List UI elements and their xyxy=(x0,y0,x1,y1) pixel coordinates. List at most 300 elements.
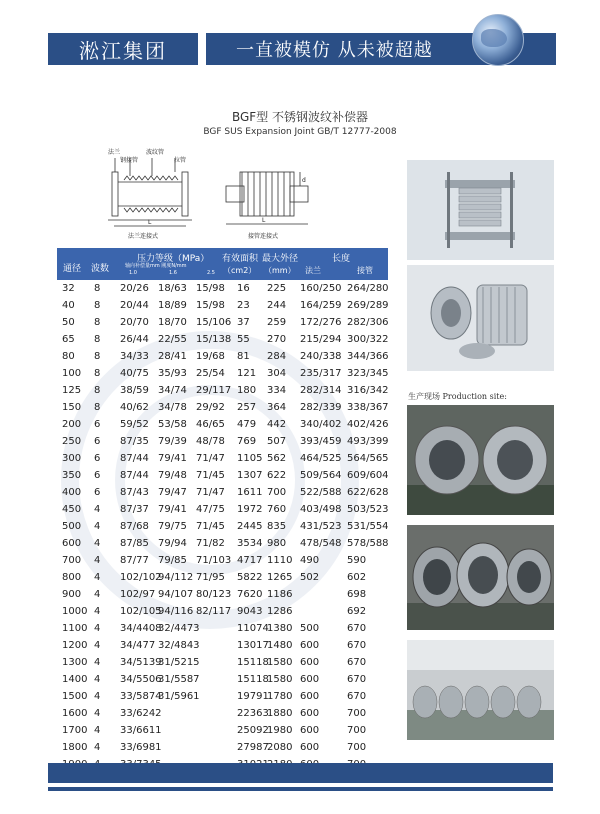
table-cell: 94/112 xyxy=(158,572,194,583)
table-cell: 700 xyxy=(347,725,367,736)
table-cell: 4 xyxy=(94,674,101,685)
table-cell: 8 xyxy=(94,385,101,396)
table-cell: 670 xyxy=(347,640,367,651)
table-cell: 80/123 xyxy=(196,589,232,600)
header-dn: 通径 xyxy=(63,264,82,274)
table-cell: 1480 xyxy=(267,640,293,651)
table-cell: 1110 xyxy=(267,555,293,566)
table-cell: 15/98 xyxy=(196,283,225,294)
table-row xyxy=(62,555,392,572)
table-row xyxy=(62,606,392,623)
table-cell: 340/402 xyxy=(300,419,342,430)
company-name: 淞江集团 xyxy=(79,38,167,63)
table-cell: 1307 xyxy=(237,470,263,481)
table-cell: 13017 xyxy=(237,640,269,651)
table-cell: 1265 xyxy=(267,572,293,583)
diagram-label-tie-rod: 拉管 xyxy=(174,157,187,164)
table-cell: 9043 xyxy=(237,606,263,617)
table-cell: 1972 xyxy=(237,504,263,515)
table-cell: 7620 xyxy=(237,589,263,600)
table-row xyxy=(62,674,392,691)
table-cell: 15/106 xyxy=(196,317,232,328)
header-od: 最大外径 xyxy=(262,254,299,264)
table-cell: 87/77 xyxy=(120,555,149,566)
globe-logo-icon xyxy=(472,14,524,66)
table-cell: 1580 xyxy=(267,657,293,668)
table-cell: 1200 xyxy=(62,640,88,651)
table-cell: 670 xyxy=(347,691,367,702)
table-cell: 31/5961 xyxy=(158,691,200,702)
table-cell: 125 xyxy=(62,385,82,396)
table-cell: 26/44 xyxy=(120,334,149,345)
table-cell: 2080 xyxy=(267,742,293,753)
technical-diagram xyxy=(100,142,320,242)
table-cell: 980 xyxy=(267,538,287,549)
table-cell: 102/102 xyxy=(120,572,162,583)
table-cell: 87/68 xyxy=(120,521,149,532)
table-cell: 4 xyxy=(94,725,101,736)
table-row xyxy=(62,487,392,504)
table-cell: 50 xyxy=(62,317,75,328)
table-cell: 5822 xyxy=(237,572,263,583)
table-cell: 71/45 xyxy=(196,470,225,481)
table-cell: 81 xyxy=(237,351,250,362)
table-cell: 71/45 xyxy=(196,521,225,532)
table-cell: 1400 xyxy=(62,674,88,685)
table-cell: 15/138 xyxy=(196,334,232,345)
table-cell: 40/75 xyxy=(120,368,149,379)
table-cell: 71/47 xyxy=(196,453,225,464)
table-cell: 364 xyxy=(267,402,287,413)
table-cell: 215/294 xyxy=(300,334,342,345)
table-cell: 1000 xyxy=(62,606,88,617)
table-row xyxy=(62,368,392,385)
table-cell: 15118 xyxy=(237,674,269,685)
table-cell: 22/55 xyxy=(158,334,187,345)
table-cell: 282/314 xyxy=(300,385,342,396)
table-cell: 323/345 xyxy=(347,368,389,379)
table-cell: 34/33 xyxy=(120,351,149,362)
table-cell: 87/44 xyxy=(120,470,149,481)
table-cell: 300/322 xyxy=(347,334,389,345)
diagram-label-flange: 法兰 xyxy=(108,149,121,156)
table-cell: 6 xyxy=(94,453,101,464)
table-cell: 79/94 xyxy=(158,538,187,549)
table-cell: 1580 xyxy=(267,674,293,685)
table-cell: 502 xyxy=(300,572,320,583)
diagram-label-steel-pipe: 钢接管 xyxy=(120,157,139,164)
table-cell: 27987 xyxy=(237,742,269,753)
table-cell: 4 xyxy=(94,691,101,702)
table-cell: 1600 xyxy=(62,708,88,719)
table-cell: 28/41 xyxy=(158,351,187,362)
table-row xyxy=(62,657,392,674)
table-cell: 87/35 xyxy=(120,436,149,447)
diagram-label-bellows: 波纹管 xyxy=(146,149,165,156)
table-cell: 6 xyxy=(94,470,101,481)
table-cell: 20/44 xyxy=(120,300,149,311)
table-cell: 33/6611 xyxy=(120,725,162,736)
product-photo-1 xyxy=(407,160,554,260)
table-cell: 600 xyxy=(300,674,320,685)
table-cell: 4 xyxy=(94,504,101,515)
table-row xyxy=(62,538,392,555)
table-cell: 15118 xyxy=(237,657,269,668)
table-cell: 48/78 xyxy=(196,436,225,447)
table-cell: 1800 xyxy=(62,742,88,753)
table-cell: 1105 xyxy=(237,453,263,464)
table-cell: 700 xyxy=(267,487,287,498)
table-cell: 121 xyxy=(237,368,257,379)
table-cell: 600 xyxy=(300,640,320,651)
table-cell: 4 xyxy=(94,623,101,634)
table-row xyxy=(62,504,392,521)
table-cell: 1611 xyxy=(237,487,263,498)
table-cell: 602 xyxy=(347,572,367,583)
table-cell: 609/604 xyxy=(347,470,389,481)
table-cell: 34/78 xyxy=(158,402,187,413)
table-cell: 34/4408 xyxy=(120,623,162,634)
table-cell: 270 xyxy=(267,334,287,345)
table-cell: 1380 xyxy=(267,623,293,634)
header-pressure-1: 1.0 xyxy=(129,270,137,276)
table-cell: 600 xyxy=(62,538,82,549)
table-cell: 22363 xyxy=(237,708,269,719)
diagram-dim-d: d xyxy=(302,177,306,184)
table-cell: 578/588 xyxy=(347,538,389,549)
table-row xyxy=(62,623,392,640)
table-cell: 509/564 xyxy=(300,470,342,481)
table-row xyxy=(62,725,392,742)
table-cell: 38/59 xyxy=(120,385,149,396)
table-cell: 562 xyxy=(267,453,287,464)
table-cell: 8 xyxy=(94,402,101,413)
table-row xyxy=(62,589,392,606)
table-cell: 47/75 xyxy=(196,504,225,515)
table-cell: 80 xyxy=(62,351,75,362)
diagram-dim-l-left: L xyxy=(148,219,152,226)
table-cell: 11074 xyxy=(237,623,269,634)
table-cell: 344/366 xyxy=(347,351,389,362)
table-cell: 257 xyxy=(237,402,257,413)
table-cell: 31/5215 xyxy=(158,657,200,668)
table-cell: 19791 xyxy=(237,691,269,702)
table-row xyxy=(62,453,392,470)
table-cell: 32 xyxy=(62,283,75,294)
table-row xyxy=(62,470,392,487)
table-row xyxy=(62,572,392,589)
header-od-unit: （mm） xyxy=(264,266,296,275)
table-header xyxy=(57,248,388,280)
table-cell: 23 xyxy=(237,300,250,311)
table-cell: 769 xyxy=(237,436,257,447)
product-photo-2 xyxy=(407,265,554,371)
table-cell: 531/554 xyxy=(347,521,389,532)
table-cell: 79/41 xyxy=(158,453,187,464)
table-cell: 4 xyxy=(94,657,101,668)
table-cell: 4 xyxy=(94,742,101,753)
table-cell: 34/477 xyxy=(120,640,156,651)
table-cell: 900 xyxy=(62,589,82,600)
product-subtitle: BGF SUS Expansion Joint GB/T 12777-2008 xyxy=(203,127,397,137)
table-cell: 304 xyxy=(267,368,287,379)
table-cell: 4 xyxy=(94,538,101,549)
table-cell: 4 xyxy=(94,640,101,651)
table-row xyxy=(62,351,392,368)
table-cell: 79/39 xyxy=(158,436,187,447)
table-cell: 6 xyxy=(94,419,101,430)
table-cell: 338/367 xyxy=(347,402,389,413)
table-cell: 250 xyxy=(62,436,82,447)
table-cell: 53/58 xyxy=(158,419,187,430)
table-cell: 15/98 xyxy=(196,300,225,311)
table-cell: 300 xyxy=(62,453,82,464)
table-cell: 6 xyxy=(94,487,101,498)
footer-line xyxy=(48,787,553,791)
table-cell: 40 xyxy=(62,300,75,311)
table-cell: 1286 xyxy=(267,606,293,617)
table-cell: 1100 xyxy=(62,623,88,634)
table-cell: 35/93 xyxy=(158,368,187,379)
table-cell: 478/548 xyxy=(300,538,342,549)
table-cell: 334 xyxy=(267,385,287,396)
table-cell: 150 xyxy=(62,402,82,413)
table-cell: 431/523 xyxy=(300,521,342,532)
table-row xyxy=(62,436,392,453)
table-cell: 393/459 xyxy=(300,436,342,447)
table-cell: 700 xyxy=(62,555,82,566)
table-cell: 94/107 xyxy=(158,589,194,600)
table-cell: 18/89 xyxy=(158,300,187,311)
table-cell: 493/399 xyxy=(347,436,389,447)
table-cell: 34/5139 xyxy=(120,657,162,668)
table-cell: 692 xyxy=(347,606,367,617)
table-cell: 100 xyxy=(62,368,82,379)
table-cell: 600 xyxy=(300,691,320,702)
table-cell: 235/317 xyxy=(300,368,342,379)
table-cell: 670 xyxy=(347,674,367,685)
table-cell: 71/47 xyxy=(196,487,225,498)
table-cell: 102/105 xyxy=(120,606,162,617)
table-cell: 160/250 xyxy=(300,283,342,294)
table-row xyxy=(62,742,392,759)
table-cell: 442 xyxy=(267,419,287,430)
table-cell: 240/338 xyxy=(300,351,342,362)
header-area: 有效面积 xyxy=(222,254,259,264)
table-cell: 507 xyxy=(267,436,287,447)
table-cell: 8 xyxy=(94,334,101,345)
table-cell: 4 xyxy=(94,555,101,566)
table-cell: 33/5874 xyxy=(120,691,162,702)
table-cell: 34/74 xyxy=(158,385,187,396)
table-cell: 800 xyxy=(62,572,82,583)
table-cell: 55 xyxy=(237,334,250,345)
table-cell: 1780 xyxy=(267,691,293,702)
table-cell: 4 xyxy=(94,708,101,719)
table-cell: 522/588 xyxy=(300,487,342,498)
table-cell: 33/6981 xyxy=(120,742,162,753)
table-cell: 79/75 xyxy=(158,521,187,532)
table-row xyxy=(62,640,392,657)
table-cell: 79/41 xyxy=(158,504,187,515)
header-pressure-2: 1.6 xyxy=(169,270,177,276)
table-cell: 8 xyxy=(94,317,101,328)
table-cell: 698 xyxy=(347,589,367,600)
table-cell: 94/116 xyxy=(158,606,194,617)
table-cell: 4 xyxy=(94,589,101,600)
table-cell: 8 xyxy=(94,368,101,379)
company-name-banner xyxy=(48,33,198,65)
table-cell: 622 xyxy=(267,470,287,481)
table-cell: 402/426 xyxy=(347,419,389,430)
table-cell: 282/306 xyxy=(347,317,389,328)
table-cell: 172/276 xyxy=(300,317,342,328)
footer-bar xyxy=(48,763,553,783)
table-cell: 1300 xyxy=(62,657,88,668)
table-cell: 835 xyxy=(267,521,287,532)
table-row xyxy=(62,419,392,436)
table-cell: 1700 xyxy=(62,725,88,736)
header-flange: 法兰 xyxy=(305,266,321,275)
table-cell: 40/62 xyxy=(120,402,149,413)
table-cell: 464/525 xyxy=(300,453,342,464)
table-cell: 564/565 xyxy=(347,453,389,464)
table-cell: 32/4473 xyxy=(158,623,200,634)
slogan: 一直被模仿 从未被超越 xyxy=(236,40,433,61)
table-cell: 79/48 xyxy=(158,470,187,481)
production-site-label: 生产现场 Production site: xyxy=(408,392,507,401)
production-photo-2 xyxy=(407,525,554,630)
table-cell: 65 xyxy=(62,334,75,345)
product-title: BGF型 不锈钢波纹补偿器 xyxy=(231,110,369,124)
table-cell: 33/6242 xyxy=(120,708,162,719)
table-cell: 200 xyxy=(62,419,82,430)
table-cell: 4 xyxy=(94,572,101,583)
table-cell: 700 xyxy=(347,708,367,719)
table-cell: 87/37 xyxy=(120,504,149,515)
table-cell: 164/259 xyxy=(300,300,342,311)
table-cell: 4717 xyxy=(237,555,263,566)
table-cell: 59/52 xyxy=(120,419,149,430)
table-cell: 600 xyxy=(300,725,320,736)
table-cell: 18/70 xyxy=(158,317,187,328)
production-photo-1 xyxy=(407,405,554,515)
table-cell: 282/339 xyxy=(300,402,342,413)
table-cell: 450 xyxy=(62,504,82,515)
table-cell: 1500 xyxy=(62,691,88,702)
table-cell: 3534 xyxy=(237,538,263,549)
table-cell: 102/97 xyxy=(120,589,156,600)
table-cell: 8 xyxy=(94,351,101,362)
table-row xyxy=(62,334,392,351)
table-cell: 71/95 xyxy=(196,572,225,583)
table-cell: 500 xyxy=(62,521,82,532)
table-cell: 269/289 xyxy=(347,300,389,311)
table-cell: 79/85 xyxy=(158,555,187,566)
table-cell: 25092 xyxy=(237,725,269,736)
table-cell: 600 xyxy=(300,708,320,719)
table-row xyxy=(62,317,392,334)
table-cell: 71/103 xyxy=(196,555,232,566)
diagram-dim-l-right: L xyxy=(262,217,266,224)
table-cell: 20/26 xyxy=(120,283,149,294)
diagram-caption-flange: 法兰连接式 xyxy=(128,233,159,240)
header-pressure: 压力等级（MPa） xyxy=(137,254,210,264)
table-cell: 46/65 xyxy=(196,419,225,430)
table-cell: 19/68 xyxy=(196,351,225,362)
table-cell: 479 xyxy=(237,419,257,430)
table-row xyxy=(62,300,392,317)
table-cell: 20/70 xyxy=(120,317,149,328)
table-cell: 87/85 xyxy=(120,538,149,549)
header-pipe: 接管 xyxy=(357,266,373,275)
table-cell: 71/82 xyxy=(196,538,225,549)
table-row xyxy=(62,691,392,708)
table-cell: 350 xyxy=(62,470,82,481)
table-cell: 670 xyxy=(347,623,367,634)
table-cell: 87/43 xyxy=(120,487,149,498)
header-area-unit: （cm2） xyxy=(223,266,257,275)
header-length: 长度 xyxy=(332,254,351,264)
table-cell: 225 xyxy=(267,283,287,294)
table-cell: 180 xyxy=(237,385,257,396)
table-cell: 2445 xyxy=(237,521,263,532)
table-row xyxy=(62,708,392,725)
diagram-caption-pipe: 接管连接式 xyxy=(248,233,279,240)
table-cell: 1980 xyxy=(267,725,293,736)
table-cell: 25/54 xyxy=(196,368,225,379)
table-cell: 29/92 xyxy=(196,402,225,413)
table-cell: 264/280 xyxy=(347,283,389,294)
table-cell: 622/628 xyxy=(347,487,389,498)
table-cell: 670 xyxy=(347,657,367,668)
table-cell: 1880 xyxy=(267,708,293,719)
table-cell: 32/4843 xyxy=(158,640,200,651)
table-cell: 29/117 xyxy=(196,385,232,396)
table-cell: 503/523 xyxy=(347,504,389,515)
header-pressure-sub: 轴向补偿量mm 刚度N/mm xyxy=(125,263,187,269)
table-cell: 6 xyxy=(94,436,101,447)
table-cell: 600 xyxy=(300,742,320,753)
table-row xyxy=(62,283,392,300)
table-cell: 82/117 xyxy=(196,606,232,617)
table-cell: 16 xyxy=(237,283,250,294)
table-cell: 8 xyxy=(94,300,101,311)
table-cell: 760 xyxy=(267,504,287,515)
table-cell: 403/498 xyxy=(300,504,342,515)
table-cell: 590 xyxy=(347,555,367,566)
table-cell: 87/44 xyxy=(120,453,149,464)
table-row xyxy=(62,521,392,538)
table-cell: 37 xyxy=(237,317,250,328)
table-cell: 700 xyxy=(347,742,367,753)
table-cell: 600 xyxy=(300,657,320,668)
table-cell: 500 xyxy=(300,623,320,634)
table-cell: 4 xyxy=(94,606,101,617)
table-cell: 31/5587 xyxy=(158,674,200,685)
table-cell: 284 xyxy=(267,351,287,362)
table-cell: 1186 xyxy=(267,589,293,600)
table-row xyxy=(62,402,392,419)
table-cell: 8 xyxy=(94,283,101,294)
table-cell: 316/342 xyxy=(347,385,389,396)
table-cell: 4 xyxy=(94,521,101,532)
table-cell: 79/47 xyxy=(158,487,187,498)
table-row xyxy=(62,385,392,402)
table-cell: 244 xyxy=(267,300,287,311)
header-waves: 波数 xyxy=(91,264,110,274)
table-cell: 34/5506 xyxy=(120,674,162,685)
